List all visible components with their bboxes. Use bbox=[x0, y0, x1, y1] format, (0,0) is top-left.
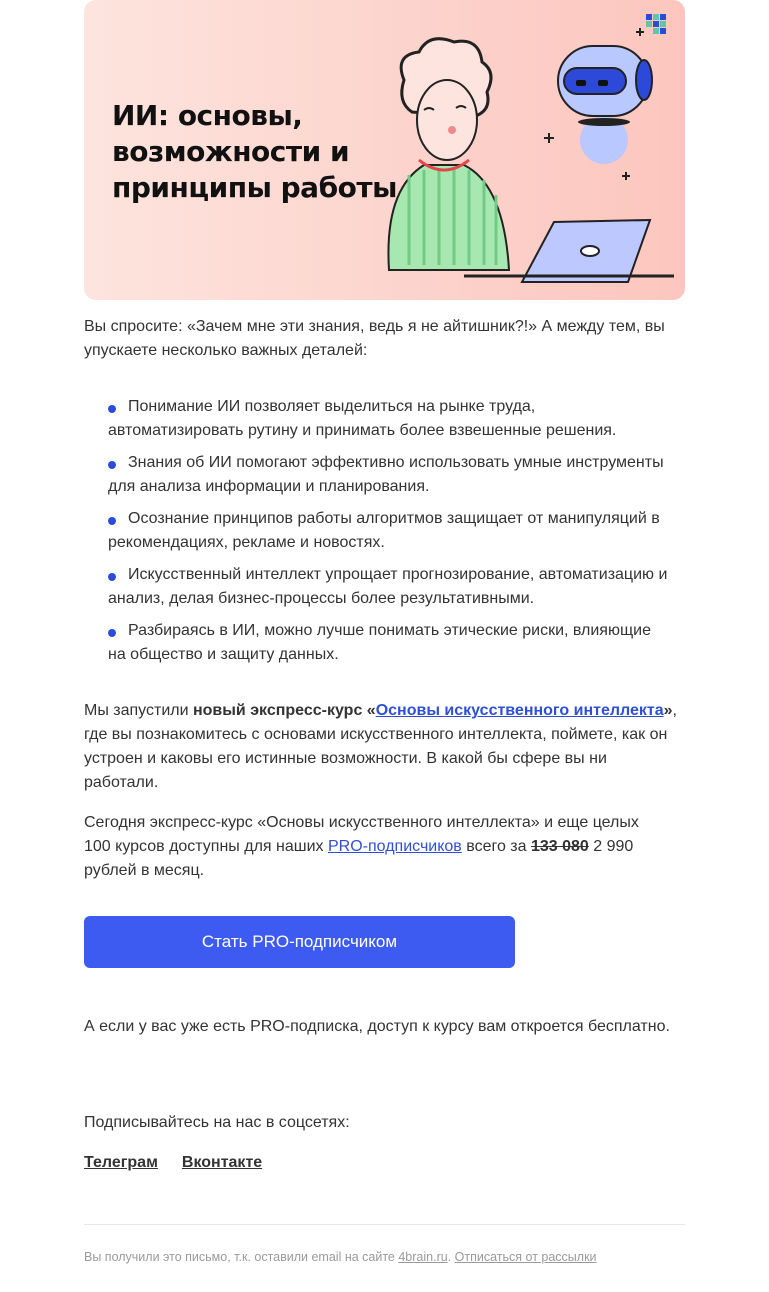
offer-paragraph bbox=[84, 811, 664, 883]
banner-title-line: ИИ: основы, bbox=[112, 99, 303, 132]
list-item bbox=[108, 507, 668, 555]
course-banner[interactable] bbox=[84, 0, 685, 300]
footer-divider bbox=[84, 1224, 685, 1225]
launch-rest: , где вы познакомитесь с основами искусственного интеллекта, поймете, как он устроен и каковы его истинные возможности. В какой бы сфере вы ни работали. bbox=[84, 702, 677, 791]
site-link[interactable]: 4brain.ru bbox=[398, 1250, 448, 1264]
list-item bbox=[108, 451, 668, 499]
list-item bbox=[108, 563, 668, 611]
list-item-text: Искусственный интеллект упрощает прогнозирование, автоматизацию и анализ, делая бизнес-процессы более результативными. bbox=[108, 566, 668, 607]
bullet-icon bbox=[108, 573, 116, 581]
old-price: 133 080 bbox=[530, 838, 589, 855]
banner-title-line: принципы работы bbox=[112, 171, 397, 204]
telegram-link[interactable]: Телеграм bbox=[84, 1154, 158, 1171]
social-links bbox=[84, 1151, 286, 1175]
benefits-list bbox=[108, 395, 668, 675]
bullet-icon bbox=[108, 461, 116, 469]
list-item-text: Понимание ИИ позволяет выделиться на рынке труда, автоматизировать рутину и принимать более взвешенные решения. bbox=[108, 398, 617, 439]
list-item-text: Знания об ИИ помогают эффективно использовать умные инструменты для анализа информации и планирования. bbox=[108, 454, 664, 495]
offer-mid: всего за bbox=[461, 838, 531, 855]
list-item bbox=[108, 619, 668, 667]
new-price: 2 990 рублей в месяц. bbox=[84, 838, 634, 879]
already-subscribed-note: А если у вас уже есть PRO-подписка, доступ к курсу вам откроется бесплатно. bbox=[84, 1018, 670, 1035]
banner-title-line: возможности и bbox=[112, 135, 350, 168]
footer-separator: . bbox=[447, 1250, 455, 1264]
unsubscribe-link[interactable]: Отписаться от рассылки bbox=[454, 1250, 597, 1264]
intro-paragraph: Вы спросите: «Зачем мне эти знания, ведь я не айтишник?!» А между тем, вы упускаете несколько важных деталей: bbox=[84, 318, 665, 359]
launch-prefix: Мы запустили bbox=[84, 702, 193, 719]
list-item-text: Разбираясь в ИИ, можно лучше понимать этические риски, влияющие на общество и защиту данных. bbox=[108, 622, 651, 663]
list-item bbox=[108, 395, 668, 443]
bullet-icon bbox=[108, 629, 116, 637]
launch-bold-close: » bbox=[663, 702, 673, 719]
social-heading: Подписывайтесь на нас в соцсетях: bbox=[84, 1114, 350, 1131]
pro-subscribers-link[interactable]: PRO-подписчиков bbox=[327, 838, 462, 855]
bullet-icon bbox=[108, 517, 116, 525]
launch-bold: новый экспресс-курс « bbox=[192, 702, 376, 719]
course-link[interactable]: Основы искусственного интеллекта bbox=[375, 702, 664, 719]
offer-prefix: Сегодня экспресс-курс «Основы искусственного интеллекта» и еще целых 100 курсов доступны для наших bbox=[84, 814, 639, 855]
footer bbox=[84, 1248, 597, 1266]
launch-paragraph bbox=[84, 699, 684, 795]
bullet-icon bbox=[108, 405, 116, 413]
footer-text: Вы получили это письмо, т.к. оставили email на сайте bbox=[84, 1250, 399, 1264]
list-item-text: Осознание принципов работы алгоритмов защищает от манипуляций в рекомендациях, рекламе и новостях. bbox=[108, 510, 660, 551]
banner-title bbox=[112, 98, 442, 206]
become-pro-button[interactable]: Стать PRO-подписчиком bbox=[84, 916, 515, 968]
vkontakte-link[interactable]: Вконтакте bbox=[181, 1154, 263, 1171]
